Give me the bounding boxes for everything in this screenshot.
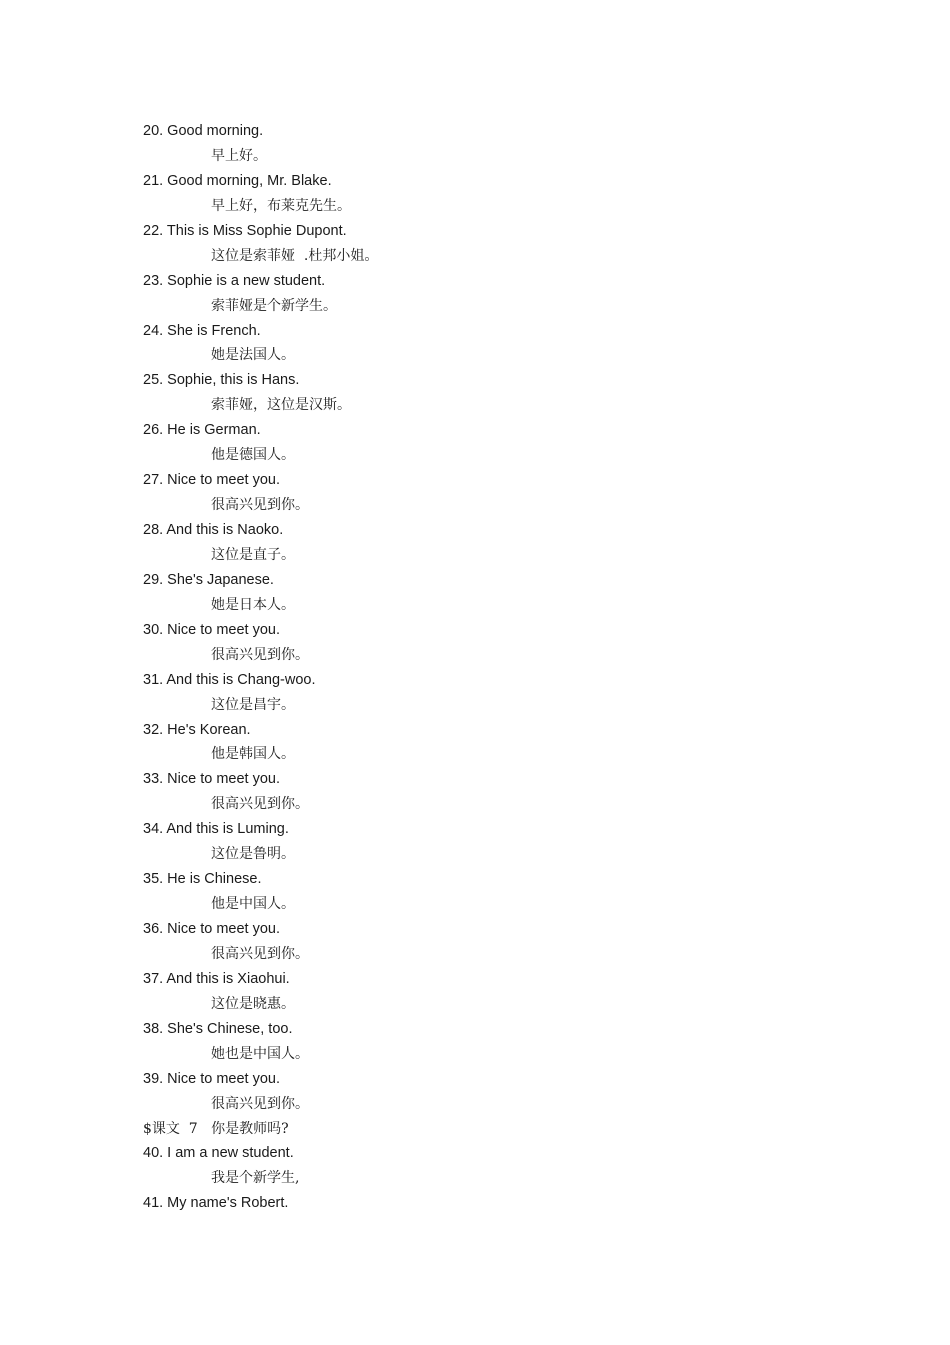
chinese-translation: 很高兴见到你。 (211, 1095, 309, 1112)
chinese-translation: 她是日本人。 (211, 596, 295, 613)
english-sentence: 41. My name's Robert. (143, 1195, 289, 1212)
english-sentence: 26. He is German. (143, 422, 261, 439)
english-sentence: 23. Sophie is a new student. (143, 272, 326, 289)
english-sentence: 37. And this is Xiaohui. (143, 970, 290, 987)
english-sentence: 21. Good morning, Mr. Blake. (143, 172, 332, 189)
chinese-translation: 很高兴见到你。 (211, 945, 309, 962)
english-sentence: 30. Nice to meet you. (143, 621, 281, 638)
chinese-translation: 这位是直子。 (211, 546, 295, 563)
chinese-translation: 这位是晓惠。 (211, 995, 295, 1012)
english-sentence: 24. She is French. (143, 322, 261, 339)
english-sentence: 38. She's Chinese, too. (143, 1020, 293, 1037)
chinese-translation: 很高兴见到你。 (211, 497, 309, 514)
chinese-translation: 她是法国人。 (211, 347, 295, 364)
english-sentence: 25. Sophie, this is Hans. (143, 372, 300, 389)
chinese-translation: 早上好，布莱克先生。 (211, 197, 351, 214)
chinese-translation: 这位是昌宇。 (211, 696, 295, 713)
english-sentence: 36. Nice to meet you. (143, 921, 281, 937)
chinese-translation: 索菲娅是个新学生。 (211, 297, 337, 314)
chinese-translation: 很高兴见到你。 (211, 646, 309, 663)
english-sentence: 20. Good morning. (143, 123, 264, 139)
chinese-translation: 这位是鲁明。 (211, 846, 295, 863)
chinese-translation: 早上好。 (211, 147, 267, 164)
english-sentence: 35. He is Chinese. (143, 871, 262, 888)
chinese-translation: 他是中国人。 (211, 896, 295, 913)
english-sentence: 34. And this is Luming. (143, 821, 289, 838)
chinese-translation: 这位是索菲娅 .杜邦小姐。 (211, 247, 379, 264)
chinese-translation: 索菲娅，这位是汉斯。 (211, 397, 351, 414)
lesson-heading: $课文 7 你是教师吗? (143, 1120, 289, 1137)
english-sentence: 40. I am a new student. (143, 1145, 294, 1162)
english-sentence: 29. She's Japanese. (143, 571, 274, 588)
chinese-translation: 他是韩国人。 (211, 746, 295, 763)
chinese-translation: 我是个新学生, (211, 1170, 300, 1187)
chinese-translation: 很高兴见到你。 (211, 796, 309, 813)
english-sentence: 28. And this is Naoko. (143, 522, 284, 538)
english-sentence: 39. Nice to meet you. (143, 1070, 281, 1087)
english-sentence: 22. This is Miss Sophie Dupont. (143, 222, 347, 239)
english-sentence: 32. He's Korean. (143, 721, 251, 738)
english-sentence: 27. Nice to meet you. (143, 472, 281, 489)
chinese-translation: 他是德国人。 (211, 447, 295, 464)
chinese-translation: 她也是中国人。 (211, 1045, 309, 1062)
english-sentence: 33. Nice to meet you. (143, 771, 281, 788)
english-sentence: 31. And this is Chang-woo. (143, 671, 316, 688)
text-block (143, 119, 903, 1216)
